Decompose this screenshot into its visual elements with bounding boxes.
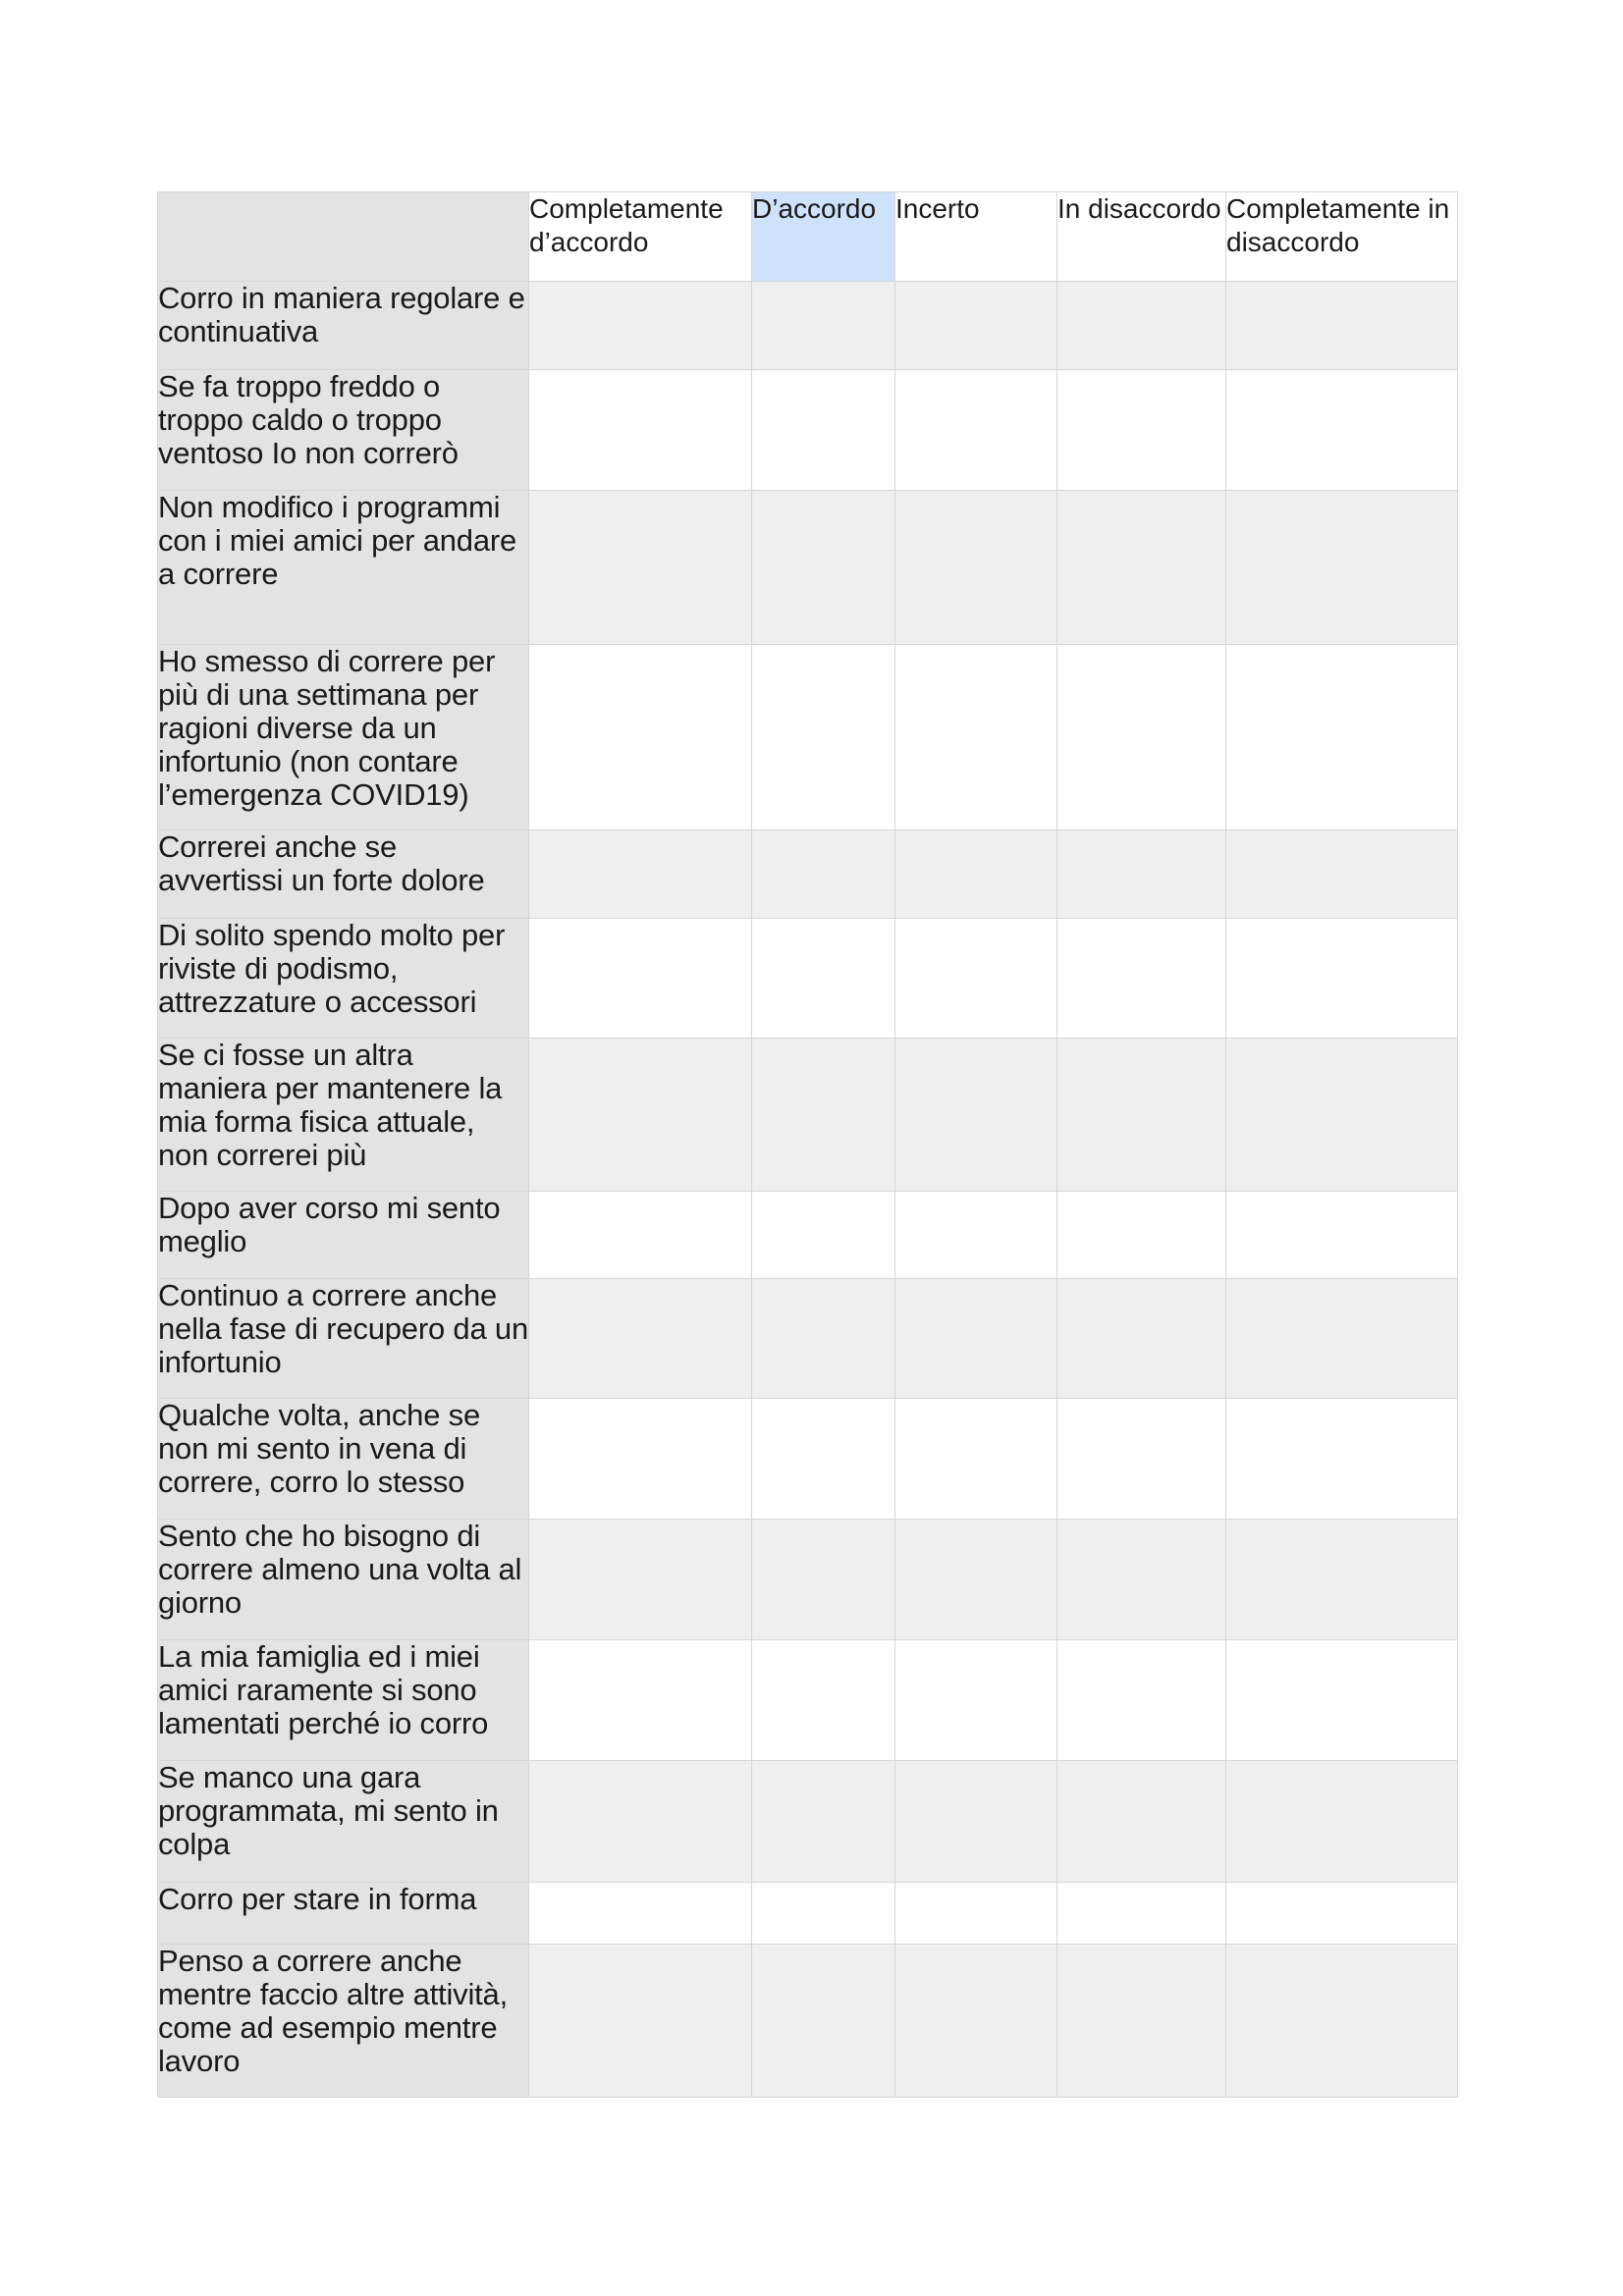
answer-cell[interactable] [1226,919,1458,1039]
statement-label: Sento che ho bisogno di correre almeno una volta al giorno [158,1520,529,1640]
answer-cell[interactable] [895,1761,1057,1883]
answer-cell[interactable] [1057,1883,1226,1945]
answer-cell[interactable] [895,1399,1057,1520]
table-row [158,370,1458,491]
answer-cell[interactable] [752,830,895,919]
answer-cell[interactable] [529,1945,752,2098]
answer-cell[interactable] [529,370,752,491]
answer-cell[interactable] [529,1399,752,1520]
statement-label: Ho smesso di correre per più di una settimana per ragioni diverse da un infortunio (non contare l’emergenza COVID19) [158,645,529,830]
column-header-completamente-in-disaccordo: Completamente in disaccordo [1226,192,1458,282]
answer-cell[interactable] [1057,1520,1226,1640]
answer-cell[interactable] [1057,645,1226,830]
table-row [158,282,1458,370]
answer-cell[interactable] [1226,1279,1458,1399]
column-header-completamente-daccordo: Completamente d’accordo [529,192,752,282]
answer-cell[interactable] [895,1945,1057,2098]
statement-label: Qualche volta, anche se non mi sento in vena di correre, corro lo stesso [158,1399,529,1520]
answer-cell[interactable] [529,919,752,1039]
answer-cell[interactable] [1226,645,1458,830]
survey-table [157,191,1458,2098]
statement-label: Se fa troppo freddo o troppo caldo o troppo ventoso Io non correrò [158,370,529,491]
answer-cell[interactable] [529,830,752,919]
answer-cell[interactable] [752,1399,895,1520]
answer-cell[interactable] [895,645,1057,830]
answer-cell[interactable] [1057,919,1226,1039]
table-row [158,1761,1458,1883]
answer-cell[interactable] [895,1279,1057,1399]
answer-cell[interactable] [1226,1640,1458,1761]
answer-cell[interactable] [895,1192,1057,1279]
answer-cell[interactable] [529,1761,752,1883]
table-row [158,1039,1458,1192]
table-row [158,1399,1458,1520]
answer-cell[interactable] [752,1279,895,1399]
statement-label: Non modifico i programmi con i miei amici per andare a correre [158,491,529,645]
answer-cell[interactable] [1226,370,1458,491]
answer-cell[interactable] [752,282,895,370]
answer-cell[interactable] [895,491,1057,645]
answer-cell[interactable] [529,1192,752,1279]
answer-cell[interactable] [1057,370,1226,491]
table-row [158,1520,1458,1640]
answer-cell[interactable] [752,919,895,1039]
answer-cell[interactable] [1226,1399,1458,1520]
table-row [158,645,1458,830]
answer-cell[interactable] [1057,1945,1226,2098]
answer-cell[interactable] [529,1520,752,1640]
statement-label: Dopo aver corso mi sento meglio [158,1192,529,1279]
answer-cell[interactable] [1226,1520,1458,1640]
answer-cell[interactable] [1057,282,1226,370]
answer-cell[interactable] [752,1520,895,1640]
answer-cell[interactable] [752,645,895,830]
answer-cell[interactable] [1057,830,1226,919]
answer-cell[interactable] [752,1945,895,2098]
answer-cell[interactable] [529,282,752,370]
statement-label: Continuo a correre anche nella fase di recupero da un infortunio [158,1279,529,1399]
answer-cell[interactable] [752,1883,895,1945]
statement-label: Corro per stare in forma [158,1883,529,1945]
statement-label: Se ci fosse un altra maniera per mantenere la mia forma fisica attuale, non correrei più [158,1039,529,1192]
table-row [158,919,1458,1039]
answer-cell[interactable] [752,491,895,645]
answer-cell[interactable] [895,282,1057,370]
answer-cell[interactable] [1226,1945,1458,2098]
answer-cell[interactable] [529,1039,752,1192]
answer-cell[interactable] [1057,1640,1226,1761]
table-row [158,1883,1458,1945]
answer-cell[interactable] [752,1640,895,1761]
table-row [158,1640,1458,1761]
answer-cell[interactable] [1057,1761,1226,1883]
answer-cell[interactable] [529,491,752,645]
column-header-in-disaccordo: In disaccordo [1057,192,1226,282]
answer-cell[interactable] [529,645,752,830]
statement-label: Se manco una gara programmata, mi sento in colpa [158,1761,529,1883]
answer-cell[interactable] [895,1520,1057,1640]
answer-cell[interactable] [895,370,1057,491]
answer-cell[interactable] [895,1039,1057,1192]
answer-cell[interactable] [529,1640,752,1761]
column-header-daccordo: D’accordo [752,192,895,282]
answer-cell[interactable] [752,1761,895,1883]
answer-cell[interactable] [1226,1883,1458,1945]
answer-cell[interactable] [1057,491,1226,645]
table-row [158,1279,1458,1399]
answer-cell[interactable] [895,1640,1057,1761]
answer-cell[interactable] [752,370,895,491]
answer-cell[interactable] [1226,1192,1458,1279]
statement-label: Corro in maniera regolare e continuativa [158,282,529,370]
answer-cell[interactable] [529,1279,752,1399]
statement-label: Penso a correre anche mentre faccio altre attività, come ad esempio mentre lavoro [158,1945,529,2098]
answer-cell[interactable] [895,919,1057,1039]
answer-cell[interactable] [1057,1039,1226,1192]
statement-label: Di solito spendo molto per riviste di podismo, attrezzature o accessori [158,919,529,1039]
column-header-incerto: Incerto [895,192,1057,282]
table-row [158,491,1458,645]
header-corner-cell [158,192,529,282]
header-row [158,192,1458,282]
table-row [158,830,1458,919]
answer-cell[interactable] [1226,282,1458,370]
table-row [158,1945,1458,2098]
statement-label: Correrei anche se avvertissi un forte dolore [158,830,529,919]
answer-cell[interactable] [1057,1192,1226,1279]
answer-cell[interactable] [752,1039,895,1192]
answer-cell[interactable] [752,1192,895,1279]
statement-label: La mia famiglia ed i miei amici raramente si sono lamentati perché io corro [158,1640,529,1761]
answer-cell[interactable] [1226,830,1458,919]
answer-cell[interactable] [895,1883,1057,1945]
answer-cell[interactable] [1226,491,1458,645]
table-row [158,1192,1458,1279]
answer-cell[interactable] [1226,1761,1458,1883]
answer-cell[interactable] [529,1883,752,1945]
answer-cell[interactable] [895,830,1057,919]
answer-cell[interactable] [1057,1279,1226,1399]
answer-cell[interactable] [1226,1039,1458,1192]
answer-cell[interactable] [1057,1399,1226,1520]
